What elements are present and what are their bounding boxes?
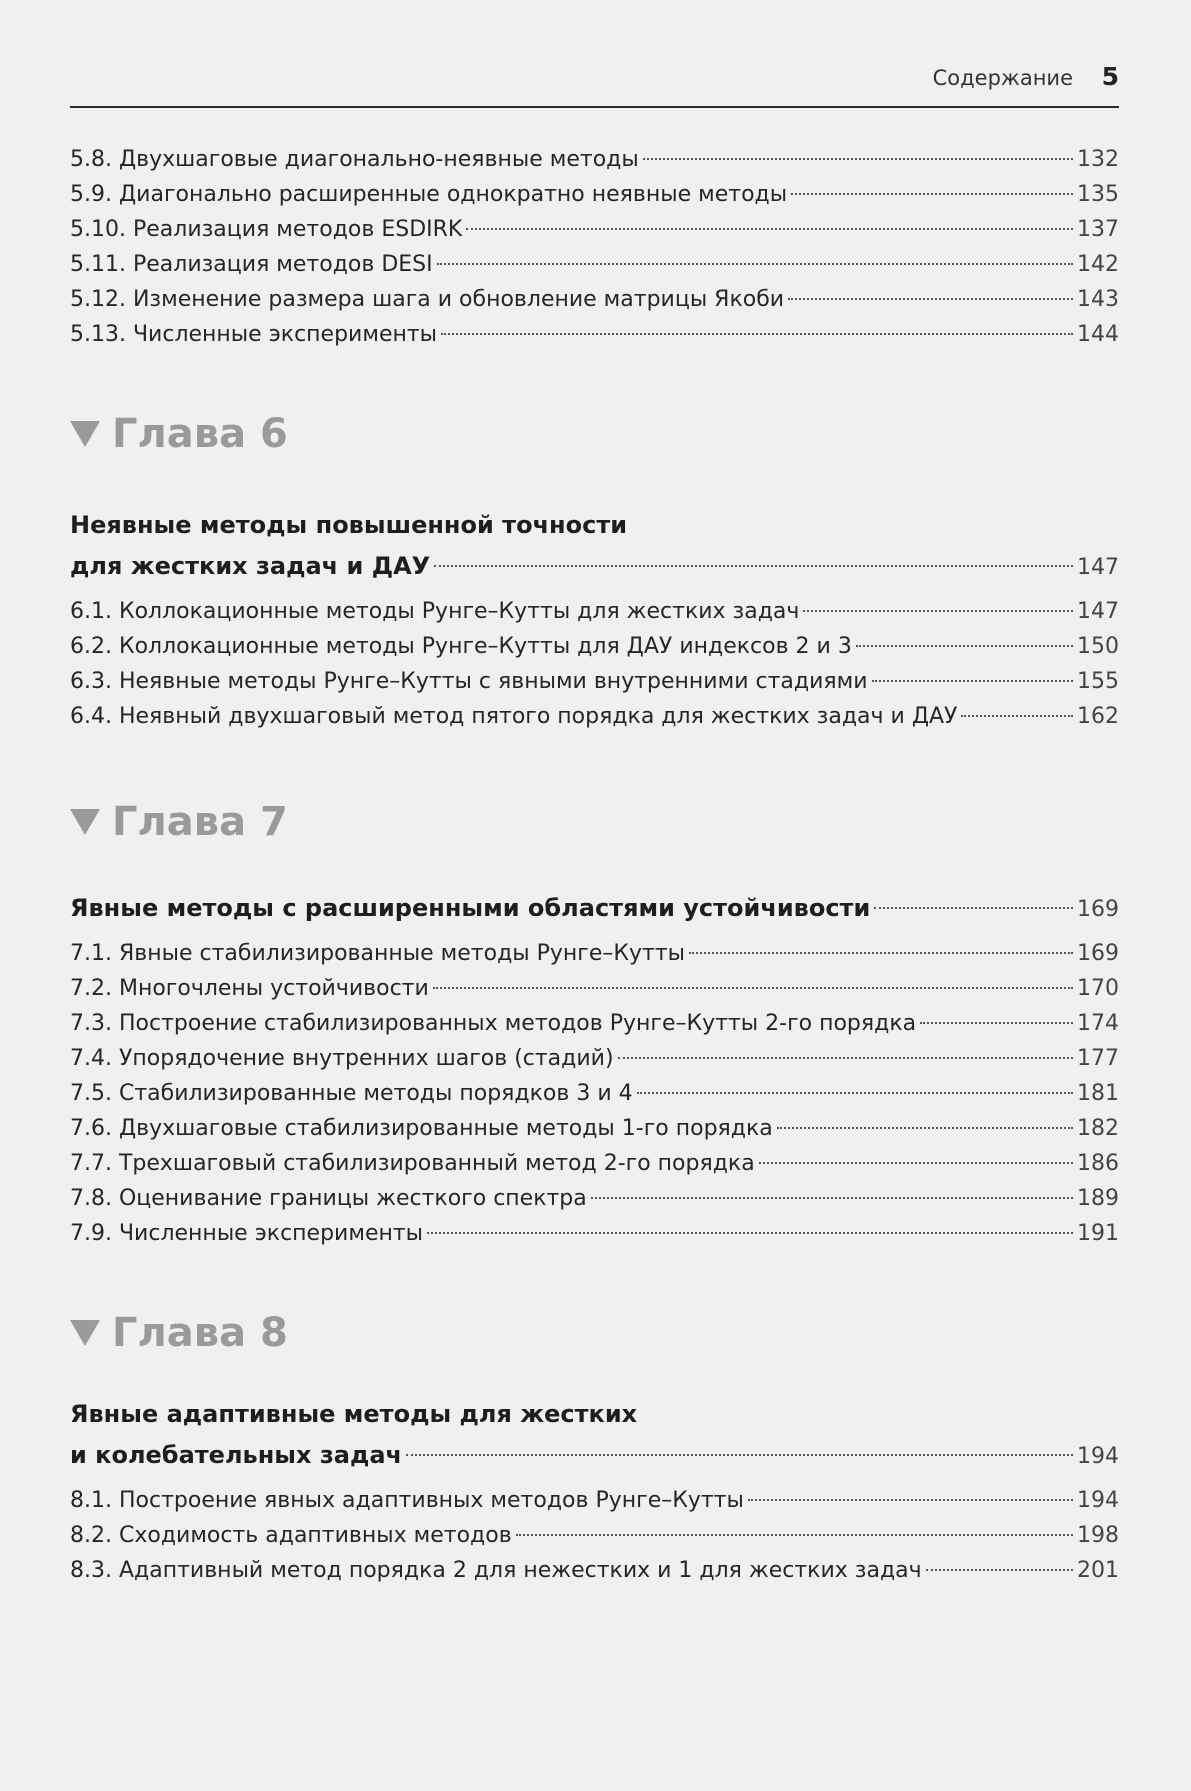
chapter-7-title-page: 169	[1077, 897, 1119, 922]
dot-leader	[591, 1197, 1073, 1199]
dot-leader	[618, 1057, 1073, 1059]
chapter-6-title-line2: для жестких задач и ДАУ	[70, 552, 431, 580]
toc-entry-label: 6.3. Неявные методы Рунге–Кутты с явными внутренними стадиями	[70, 669, 868, 694]
toc-entry-label: 7.8. Оценивание границы жесткого спектра	[70, 1186, 587, 1211]
dot-leader	[434, 565, 1073, 567]
header-page-number: 5	[1101, 62, 1119, 91]
toc-entry[interactable]	[70, 699, 1119, 734]
toc-entry-label: 7.6. Двухшаговые стабилизированные методы 1-го порядка	[70, 1116, 773, 1141]
chapter-7-title[interactable]	[70, 888, 1119, 928]
dot-leader	[788, 298, 1073, 300]
toc-entry-label: 8.3. Адаптивный метод порядка 2 для нежестких и 1 для жестких задач	[70, 1558, 922, 1583]
dot-leader	[803, 610, 1073, 612]
toc-entry[interactable]	[70, 212, 1119, 247]
chapter-6-title[interactable]	[70, 504, 1119, 586]
toc-entry[interactable]	[70, 1111, 1119, 1146]
toc-entry-label: 7.7. Трехшаговый стабилизированный метод 2-го порядка	[70, 1151, 755, 1176]
toc-entry[interactable]	[70, 177, 1119, 212]
dot-leader	[643, 158, 1073, 160]
toc-entry-page: 147	[1077, 599, 1119, 624]
dot-leader	[926, 1569, 1073, 1571]
dot-leader	[759, 1162, 1073, 1164]
toc-entry-page: 170	[1077, 976, 1119, 1001]
chapter-8-title-page: 194	[1077, 1444, 1119, 1469]
dot-leader	[441, 333, 1073, 335]
toc-entry[interactable]	[70, 142, 1119, 177]
toc-entry-label: 7.9. Численные эксперименты	[70, 1221, 424, 1246]
chapter-8-heading	[70, 1303, 1119, 1363]
toc-entry-label: 6.4. Неявный двухшаговый метод пятого порядка для жестких задач и ДАУ	[70, 704, 958, 729]
toc-entry[interactable]	[70, 936, 1119, 971]
chapter-6-heading-text: Глава 6	[112, 411, 288, 457]
toc-entry-label: 6.1. Коллокационные методы Рунге–Кутты для жестких задач	[70, 599, 800, 624]
toc-entry[interactable]	[70, 1041, 1119, 1076]
toc-entry-page: 150	[1077, 634, 1119, 659]
toc-entry-page: 135	[1077, 182, 1119, 207]
chapter-6-title-line1: Неявные методы повышенной точности	[70, 511, 628, 539]
toc-entry-page: 144	[1077, 322, 1119, 347]
toc-entry-page: 182	[1077, 1116, 1119, 1141]
running-header	[70, 60, 1119, 108]
dot-leader	[920, 1022, 1073, 1024]
toc-entry[interactable]	[70, 664, 1119, 699]
toc-entry-page: 162	[1077, 704, 1119, 729]
chapter-7-title-text: Явные методы с расширенными областями устойчивости	[70, 894, 871, 922]
chapter-8-title-line1: Явные адаптивные методы для жестких	[70, 1400, 638, 1428]
toc-entry-page: 177	[1077, 1046, 1119, 1071]
dot-leader	[637, 1092, 1073, 1094]
dot-leader	[466, 228, 1073, 230]
toc-entry-page: 189	[1077, 1186, 1119, 1211]
toc-entry[interactable]	[70, 594, 1119, 629]
toc-entry-label: 5.11. Реализация методов DESI	[70, 252, 433, 277]
ch7-section-list	[70, 936, 1119, 1251]
ch5-section-list	[70, 142, 1119, 352]
dot-leader	[689, 952, 1073, 954]
toc-entry-label: 5.8. Двухшаговые диагонально-неявные методы	[70, 147, 639, 172]
dot-leader	[961, 715, 1073, 717]
toc-entry[interactable]	[70, 317, 1119, 352]
dot-leader	[433, 987, 1073, 989]
toc-entry-label: 8.2. Сходимость адаптивных методов	[70, 1523, 512, 1548]
ch8-section-list	[70, 1483, 1119, 1588]
toc-entry-page: 186	[1077, 1151, 1119, 1176]
toc-content	[70, 142, 1119, 1588]
toc-entry[interactable]	[70, 1483, 1119, 1518]
toc-entry[interactable]	[70, 1146, 1119, 1181]
toc-entry-page: 198	[1077, 1523, 1119, 1548]
toc-entry-page: 132	[1077, 147, 1119, 172]
toc-entry-page: 137	[1077, 217, 1119, 242]
toc-entry[interactable]	[70, 629, 1119, 664]
chapter-7-heading-text: Глава 7	[112, 799, 288, 845]
header-title: Содержание	[932, 66, 1073, 90]
chapter-6-title-page: 147	[1077, 555, 1119, 580]
toc-entry[interactable]	[70, 1006, 1119, 1041]
chapter-8-title[interactable]	[70, 1393, 1119, 1475]
dot-leader	[427, 1232, 1073, 1234]
toc-entry-label: 7.4. Упорядочение внутренних шагов (стадий)	[70, 1046, 614, 1071]
toc-entry[interactable]	[70, 1076, 1119, 1111]
toc-entry[interactable]	[70, 282, 1119, 317]
toc-entry-label: 7.2. Многочлены устойчивости	[70, 976, 429, 1001]
toc-entry-label: 7.1. Явные стабилизированные методы Рунге–Кутты	[70, 941, 686, 966]
toc-entry-label: 5.10. Реализация методов ESDIRK	[70, 217, 463, 242]
toc-entry-page: 181	[1077, 1081, 1119, 1106]
dot-leader	[748, 1499, 1073, 1501]
toc-entry[interactable]	[70, 1216, 1119, 1251]
toc-entry-label: 7.3. Построение стабилизированных методов Рунге–Кутты 2-го порядка	[70, 1011, 917, 1036]
dot-leader	[872, 680, 1073, 682]
chapter-8-title-line2: и колебательных задач	[70, 1441, 403, 1469]
toc-entry-page: 194	[1077, 1488, 1119, 1513]
toc-entry-label: 6.2. Коллокационные методы Рунге–Кутты для ДАУ индексов 2 и 3	[70, 634, 852, 659]
toc-entry-page: 191	[1077, 1221, 1119, 1246]
dot-leader	[406, 1454, 1073, 1456]
toc-entry-page: 201	[1077, 1558, 1119, 1583]
dot-leader	[791, 193, 1073, 195]
chapter-6-heading	[70, 404, 1119, 464]
dot-leader	[516, 1534, 1073, 1536]
toc-entry-page: 169	[1077, 941, 1119, 966]
toc-entry-label: 5.9. Диагонально расширенные однократно неявные методы	[70, 182, 788, 207]
chapter-8-heading-text: Глава 8	[112, 1310, 288, 1356]
toc-entry-label: 7.5. Стабилизированные методы порядков 3 и 4	[70, 1081, 633, 1106]
dot-leader	[777, 1127, 1073, 1129]
toc-entry[interactable]	[70, 971, 1119, 1006]
toc-entry-label: 8.1. Построение явных адаптивных методов Рунге–Кутты	[70, 1488, 744, 1513]
toc-entry[interactable]	[70, 1553, 1119, 1588]
toc-entry-page: 142	[1077, 252, 1119, 277]
toc-entry[interactable]	[70, 1181, 1119, 1216]
ch6-section-list	[70, 594, 1119, 734]
toc-entry-page: 143	[1077, 287, 1119, 312]
chapter-7-heading	[70, 792, 1119, 852]
triangle-down-icon	[70, 809, 100, 835]
dot-leader	[874, 907, 1073, 909]
toc-entry[interactable]	[70, 247, 1119, 282]
toc-entry[interactable]	[70, 1518, 1119, 1553]
dot-leader	[856, 645, 1073, 647]
toc-entry-page: 155	[1077, 669, 1119, 694]
toc-entry-label: 5.12. Изменение размера шага и обновление матрицы Якоби	[70, 287, 785, 312]
dot-leader	[437, 263, 1073, 265]
toc-entry-label: 5.13. Численные эксперименты	[70, 322, 438, 347]
triangle-down-icon	[70, 421, 100, 447]
triangle-down-icon	[70, 1320, 100, 1346]
toc-entry-page: 174	[1077, 1011, 1119, 1036]
